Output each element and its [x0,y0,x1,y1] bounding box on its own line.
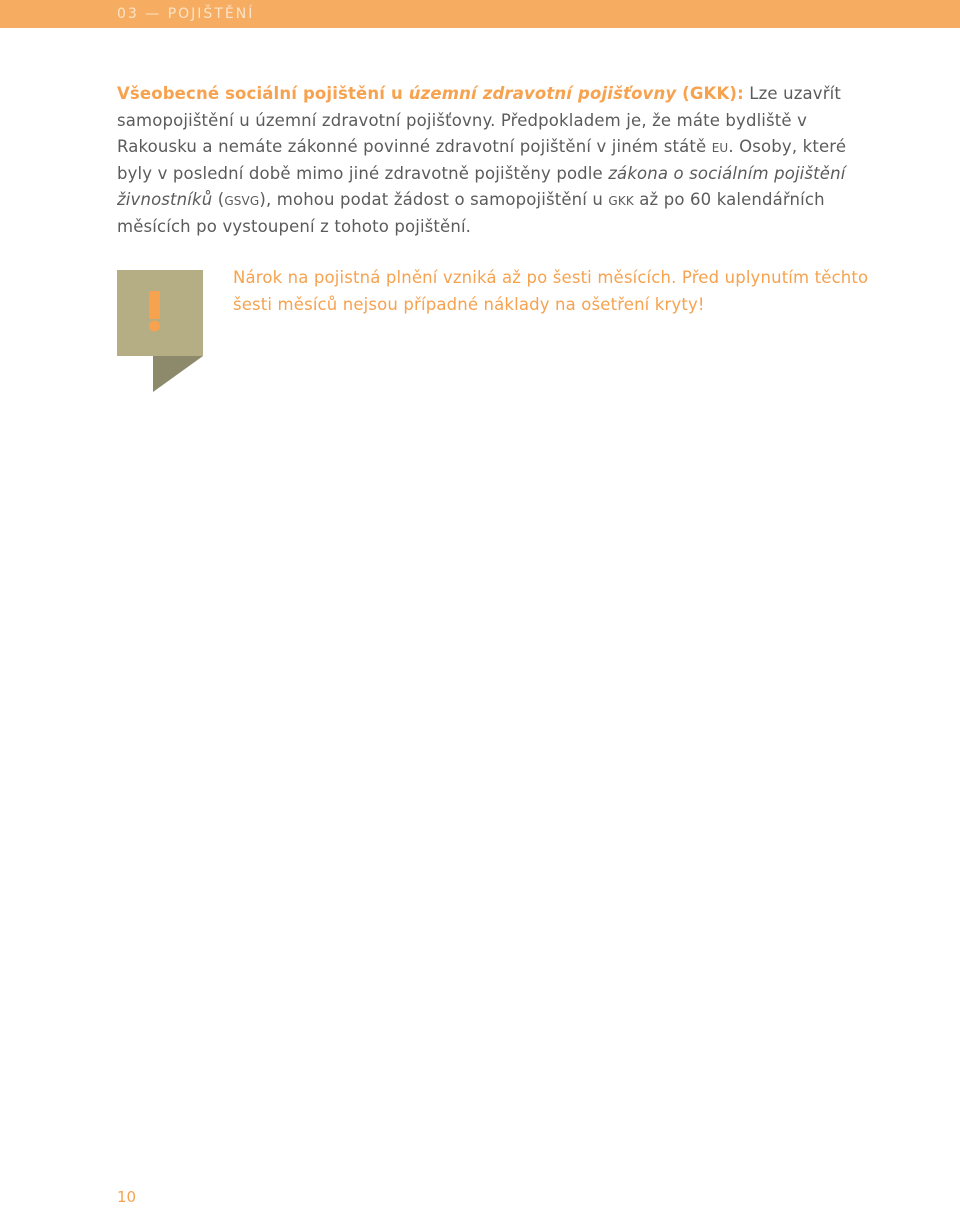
exclamation-dot [149,321,160,332]
law-name: zákona o sociálním pojištění živnostníků [117,163,846,210]
body-paragraph [117,81,877,241]
section-header-bar [0,0,960,28]
exclamation-icon [117,270,203,392]
warning-note-text: Nárok na pojistná plnění vzniká až po šesti měsících. Před uplynutím těchto šesti měsíců nejsou případné náklady na ošetření kryty! [233,268,869,314]
body-text-5: až po 60 kalendářních měsících po vystoupení z tohoto pojištění. [117,190,825,236]
body-text-1: Lze uzavřít samopojištění u územní zdravotní pojišťovny. Předpokladem je, že máte bydliště v Rakousku a nemáte zákonné povinné zdravotní pojištění v jiném státě [117,84,842,157]
abbr-gkk: gkk [608,190,634,210]
badge-tail [153,356,203,392]
body-text-3: ( [212,190,225,210]
page-number: 10 [117,1188,137,1206]
lead-heading-abbr: (GKK): [676,84,744,103]
body-text-2: . Osoby, které byly v poslední době mimo jiné zdravotně pojištěny podle [117,137,847,183]
abbr-gsvg: gsvg [224,190,260,210]
section-label: 03 — POJIŠTĚNÍ [117,6,255,22]
exclamation-stroke [149,291,160,319]
lead-heading-part1: Všeobecné sociální pojištění u [117,84,409,103]
body-text-4: ), mohou podat žádost o samopojištění u [259,190,609,210]
warning-badge [117,270,203,392]
abbr-eu: eu [711,137,729,157]
lead-heading-italic: územní zdravotní pojišťovny [408,84,677,103]
